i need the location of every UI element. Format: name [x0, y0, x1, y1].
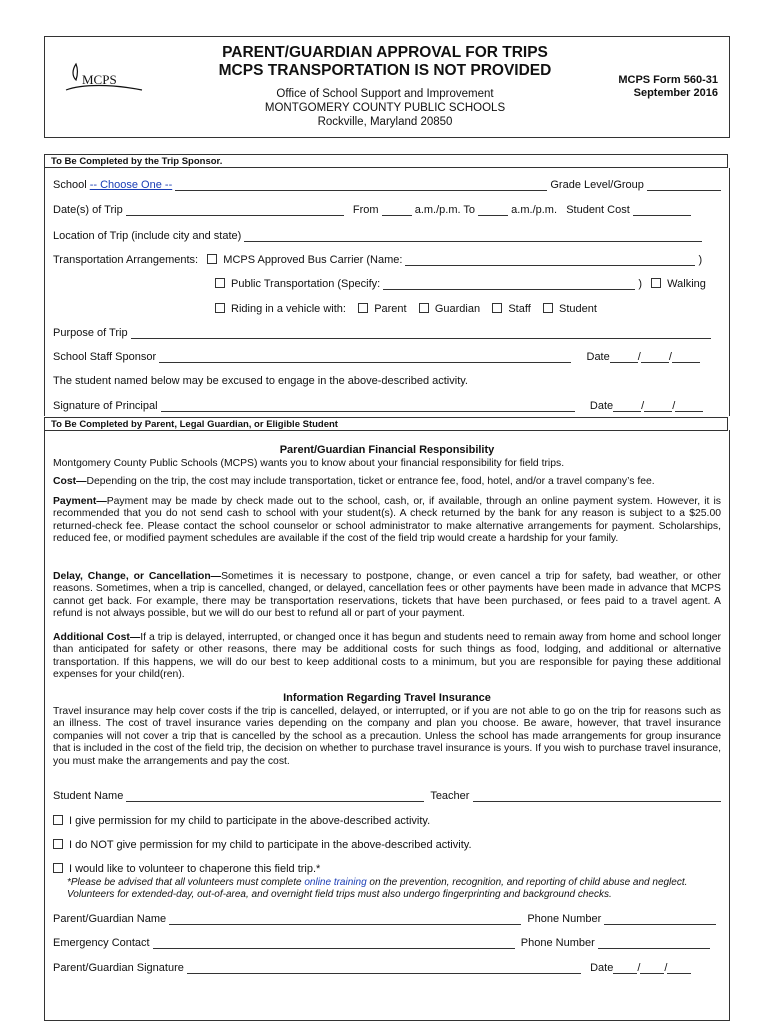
- district-name: MONTGOMERY COUNTY PUBLIC SCHOOLS: [264, 102, 506, 114]
- payment-paragraph: Payment—Payment may be made by check made out to the school, cash, or, if available, through an online payment system. However, it is recommended that you do not send cash to school with your student(s). A check returned by the bank for any reason is subject to a $25.00 returned-check fee. Please contact the school counselor or school administrator to make alternative arrangements for payment. Scholarships, reduced fee, or modified payment schedules are available if the cost of the field trip would create a hardship for your family.: [53, 496, 721, 545]
- pg-name-field[interactable]: [169, 924, 521, 925]
- form-date: September 2016: [633, 87, 718, 99]
- staff-checkbox[interactable]: [492, 303, 502, 313]
- form-number: MCPS Form 560-31: [618, 74, 718, 86]
- title-line-1: PARENT/GUARDIAN APPROVAL FOR TRIPS: [222, 44, 548, 61]
- bus-name-field[interactable]: [405, 265, 695, 266]
- volunteer-row: I would like to volunteer to chaperone this field trip.*: [53, 863, 320, 875]
- pg-name-row: Parent/Guardian Name Phone Number: [53, 913, 716, 925]
- school-line[interactable]: [175, 190, 547, 191]
- purpose-row: Purpose of Trip: [53, 327, 711, 339]
- staff-row: School Staff Sponsor Date / /: [53, 351, 700, 363]
- excused-text: The student named below may be excused to engage in the above-described activity.: [53, 375, 468, 387]
- walking-checkbox[interactable]: [651, 278, 661, 288]
- pg-date-month[interactable]: [613, 973, 637, 974]
- office-block: [225, 87, 545, 129]
- principal-date-year[interactable]: [675, 411, 703, 412]
- student-cost-field[interactable]: [633, 215, 691, 216]
- location-row: Location of Trip (include city and state): [53, 230, 702, 242]
- parent-section: [44, 430, 730, 1021]
- mcps-logo: [62, 60, 146, 96]
- pg-date-day[interactable]: [640, 973, 664, 974]
- staff-date-year[interactable]: [672, 362, 700, 363]
- office-name: Office of School Support and Improvement: [276, 88, 494, 100]
- sponsor-band: To Be Completed by the Trip Sponsor.: [44, 154, 728, 168]
- logo-text: MCPS: [82, 72, 117, 87]
- permit-yes-checkbox[interactable]: [53, 815, 63, 825]
- principal-date-month[interactable]: [613, 411, 641, 412]
- purpose-field[interactable]: [131, 338, 711, 339]
- additional-paragraph: Additional Cost—If a trip is delayed, interrupted, or changed once it has begun and students need to remain away from home and school longer than anticipated for safety or other reasons, there may be additional costs for such things as food, lodging, and additional or alternative transportation. If this happens, we will do our best to keep additional costs to a minimum, but you are responsible for paying these additional expenses for your child(ren).: [53, 632, 721, 681]
- from-time-field[interactable]: [382, 215, 412, 216]
- insurance-paragraph: Travel insurance may help cover costs if the trip is cancelled, delayed, or interrupted, or if you are not able to go on the trip for reasons such as an illness. The cost of travel insurance varies depending on the company and plan you choose. Be aware, however, that travel insurance companies will not cover a trip that is cancelled by the school as a precaution. Unless the school has made arrangements for group insurance that is included in the cost of the field trip, the decision on whether to purchase travel insurance is yours. If you wish to purchase travel insurance, you must make the arrangements and pay the cost.: [53, 706, 721, 767]
- insurance-heading: Information Regarding Travel Insurance: [283, 692, 491, 704]
- staff-field[interactable]: [159, 362, 571, 363]
- delay-paragraph: Delay, Change, or Cancellation—Sometimes it is necessary to postpone, change, or even cancel a trip for safety, bad weather, or other reasons. Sometimes, when a trip is cancelled, changed, or delayed, cancellation fees or other payments have been made in advance that MCPS cannot get back. For example, there may be transportation reservations, tickets that have been purchased, or fees paid to a travel agent. A refund is not always possible, but we will do our best to refund all or part of your payment.: [53, 571, 721, 620]
- permit-yes-row: I give permission for my child to participate in the above-described activity.: [53, 815, 430, 827]
- location-field[interactable]: [244, 241, 702, 242]
- principal-field[interactable]: [161, 411, 575, 412]
- public-checkbox[interactable]: [215, 278, 225, 288]
- principal-date-day[interactable]: [644, 411, 672, 412]
- staff-date-day[interactable]: [641, 362, 669, 363]
- student-row: Student Name Teacher: [53, 790, 721, 802]
- riding-checkbox[interactable]: [215, 303, 225, 313]
- pg-signature-field[interactable]: [187, 973, 581, 974]
- financial-heading: Parent/Guardian Financial Responsibility: [279, 444, 495, 456]
- permit-no-checkbox[interactable]: [53, 839, 63, 849]
- city-line: Rockville, Maryland 20850: [317, 116, 453, 128]
- student-checkbox[interactable]: [543, 303, 553, 313]
- riding-row: Riding in a vehicle with: Parent Guardian Staff Student: [215, 303, 597, 315]
- school-select[interactable]: -- Choose One --: [89, 179, 173, 191]
- teacher-field[interactable]: [473, 801, 721, 802]
- dates-row: Date(s) of Trip From a.m./p.m. To a.m./p.m. Student Cost: [53, 204, 691, 216]
- online-training-link[interactable]: online training: [304, 877, 367, 888]
- student-name-field[interactable]: [126, 801, 424, 802]
- emergency-field[interactable]: [153, 948, 515, 949]
- transport-row: Transportation Arrangements: MCPS Approved Bus Carrier (Name: ): [53, 254, 703, 266]
- dates-field[interactable]: [126, 215, 344, 216]
- form-title: [180, 44, 590, 80]
- parent-checkbox[interactable]: [358, 303, 368, 313]
- form-number-block: [590, 74, 718, 100]
- school-row: School -- Choose One -- Grade Level/Group: [53, 179, 721, 191]
- volunteer-note: *Please be advised that all volunteers must complete online training on the prevention, recognition, and reporting of child abuse and neglect. Volunteers for extended-day, out-of-area, and overnight field trips must also undergo fingerprinting and background checks.: [67, 877, 688, 901]
- pg-date-year[interactable]: [667, 973, 691, 974]
- public-row: Public Transportation (Specify: ) Walking: [215, 278, 706, 290]
- emergency-row: Emergency Contact Phone Number: [53, 937, 710, 949]
- to-time-field[interactable]: [478, 215, 508, 216]
- pg-signature-row: Parent/Guardian Signature Date / /: [53, 962, 691, 974]
- bus-checkbox[interactable]: [207, 254, 217, 264]
- principal-row: Signature of Principal Date / /: [53, 400, 703, 412]
- guardian-checkbox[interactable]: [419, 303, 429, 313]
- parent-band: To Be Completed by Parent, Legal Guardian, or Eligible Student: [44, 417, 728, 431]
- financial-intro: Montgomery County Public Schools (MCPS) wants you to know about your financial responsibility for field trips.: [53, 458, 565, 469]
- volunteer-checkbox[interactable]: [53, 863, 63, 873]
- staff-date-month[interactable]: [610, 362, 638, 363]
- public-field[interactable]: [383, 289, 635, 290]
- grade-field[interactable]: [647, 190, 721, 191]
- sponsor-section: [44, 168, 730, 416]
- phone-field-2[interactable]: [598, 948, 710, 949]
- cost-paragraph: Cost—Depending on the trip, the cost may include transportation, ticket or entrance fee, food, hotel, and/or a travel company’s fee.: [53, 476, 655, 487]
- permit-no-row: I do NOT give permission for my child to participate in the above-described activity.: [53, 839, 472, 851]
- phone-field-1[interactable]: [604, 924, 716, 925]
- title-line-2: MCPS TRANSPORTATION IS NOT PROVIDED: [218, 62, 552, 79]
